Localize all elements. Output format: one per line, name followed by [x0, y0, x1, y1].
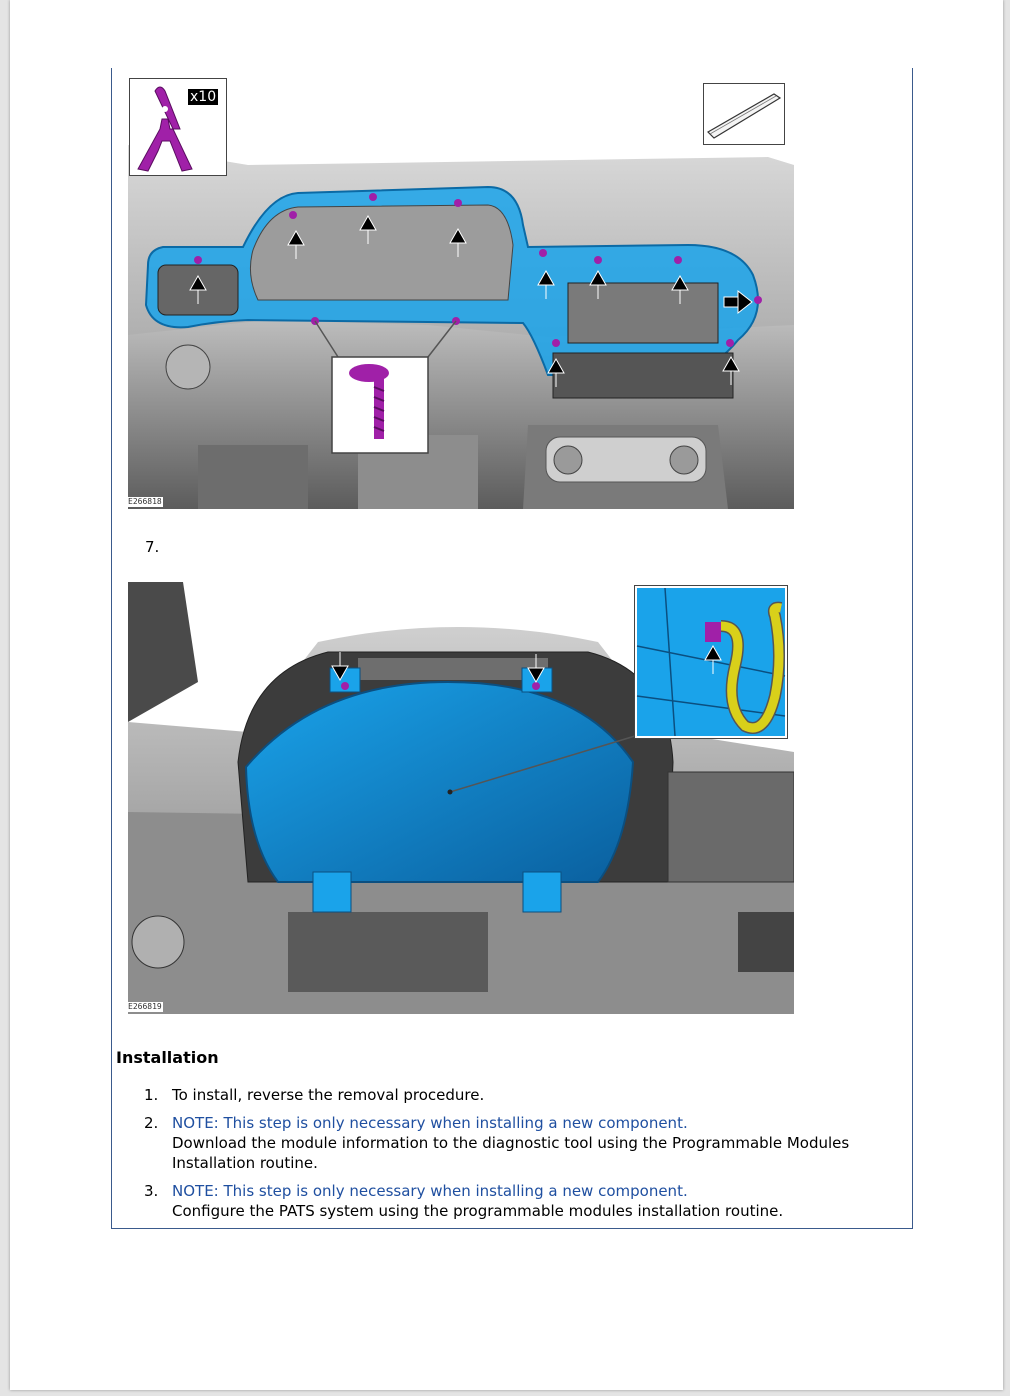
electrical-connector-icon [635, 586, 787, 738]
installation-steps [144, 1085, 884, 1229]
figure-id: E266818 [128, 497, 162, 506]
step-text: Download the module information to the diagnostic tool using the Programmable Modules Installation routine. [172, 1134, 850, 1172]
note-text: NOTE: This step is only necessary when installing a new component. [172, 1114, 688, 1132]
step-number: 7. [145, 538, 160, 556]
figure-instrument-panel-trim [128, 75, 794, 509]
step-number: 2. [144, 1114, 159, 1132]
connector-inset [634, 585, 788, 739]
list-item [144, 1085, 884, 1105]
trim-tool-inset [703, 83, 785, 145]
trim-tool-icon [704, 84, 784, 144]
note-text: NOTE: This step is only necessary when installing a new component. [172, 1182, 688, 1200]
figure-instrument-cluster [128, 582, 794, 1014]
dashboard-illustration [128, 75, 794, 509]
list-item [144, 1181, 884, 1221]
step-number: 3. [144, 1182, 159, 1200]
section-heading: Installation [116, 1048, 219, 1067]
clip-icon-inset [129, 78, 227, 176]
step-text: Configure the PATS system using the programmable modules installation routine. [172, 1202, 784, 1220]
clip-count-text: x10 [190, 89, 217, 105]
step-text: To install, reverse the removal procedure. [172, 1086, 485, 1104]
list-item [144, 1113, 884, 1173]
clip-count-badge [188, 89, 218, 105]
figure-id: E266819 [128, 1002, 162, 1011]
step-number: 1. [144, 1086, 159, 1104]
